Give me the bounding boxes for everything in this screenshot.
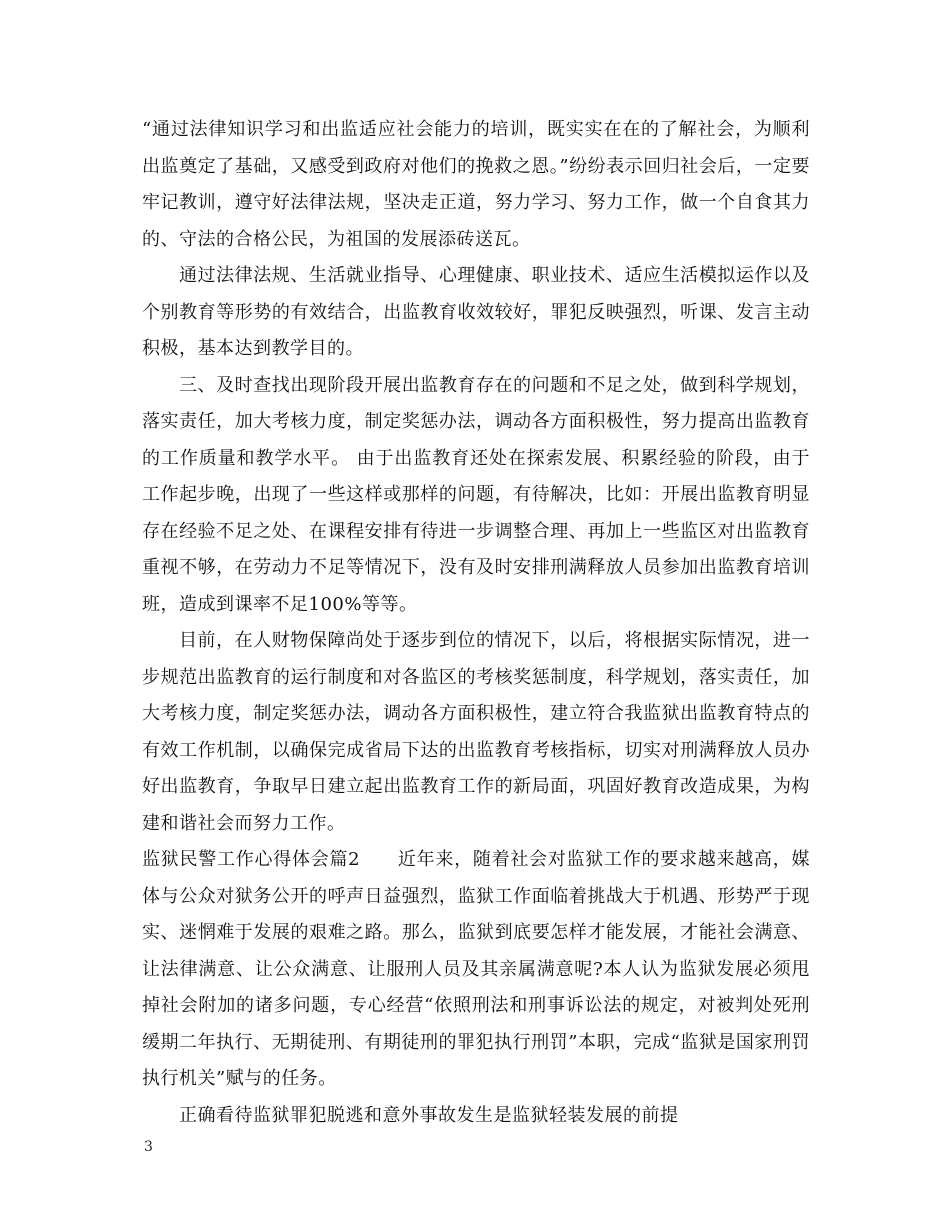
paragraph-escape-premise: 正确看待监狱罪犯脱逃和意外事故发生是监狱轻装发展的前提 [179, 1104, 679, 1126]
paragraph-education-results: 通过法律法规、生活就业指导、心理健康、职业技术、适应生活模拟运作以及个别教育等形势的有效结合，出监教育收效较好，罪犯反映强烈，听课、发言主动积极，基本达到教学目的。 [142, 265, 810, 359]
paragraph-future-plans: 目前，在人财物保障尚处于逐步到位的情况下，以后，将根据实际情况，进一步规范出监教育的运行制度和对各监区的考核奖惩制度，科学规划，落实责任，加大考核力度，制定奖惩办法，调动各方面积极性，建立符合我监狱出监教育特点的有效工作机制，以确保完成省局下达的出监教育考核指标，切实对刑满释放人员办好出监教育，争取早日建立起出监教育工作的新局面，巩固好教育改造成果，为构建和谐社会而努力工作。 [142, 630, 810, 834]
page-number: 3 [144, 1139, 153, 1155]
paragraph-section-three: 三、及时查找出现阶段开展出监教育存在的问题和不足之处，做到科学规划，落实责任，加大考核力度，制定奖惩办法，调动各方面积极性，努力提高出监教育的工作质量和教学水平。 由于出监教育还处在探索发展、积累经验的阶段，由于工作起步晚，出现了一些这样或那样的问题，有待解决，比如：开展出监教育明显存在经验不足之处、在课程安排有待进一步调整合理、再加上一些监区对出监教育重视不够，在劳动力不足等情况下，没有及时安排刑满释放人员参加出监教育培训班，造成到课率不足100%等等。 [142, 374, 810, 615]
paragraph-article-two-intro: 监狱民警工作心得体会篇2 近年来，随着社会对监狱工作的要求越来越高，媒体与公众对狱务公开的呼声日益强烈，监狱工作面临着挑战大于机遇、形势严于现实、迷惘难于发展的艰难之路。那么，监狱到底要怎样才能发展，才能社会满意、让法律满意、让公众满意、让服刑人员及其亲属满意呢?本人认为监狱发展必须甩掉社会附加的诸多问题，专心经营“依照刑法和刑事诉讼法的规定，对被判处死刑缓期二年执行、无期徒刑、有期徒刑的罪犯执行刑罚”本职，完成“监狱是国家刑罚执行机关”赋与的任务。 [142, 849, 810, 1089]
paragraph-quote-conclusion: “通过法律知识学习和出监适应社会能力的培训，既实实在在的了解社会，为顺利出监奠定了基础，又感受到政府对他们的挽救之恩。”纷纷表示回归社会后，一定要牢记教训，遵守好法律法规，坚决走正道，努力学习、努力工作，做一个自食其力的、守法的合格公民，为祖国的发展添砖送瓦。 [142, 119, 810, 250]
document-body [142, 112, 810, 1134]
